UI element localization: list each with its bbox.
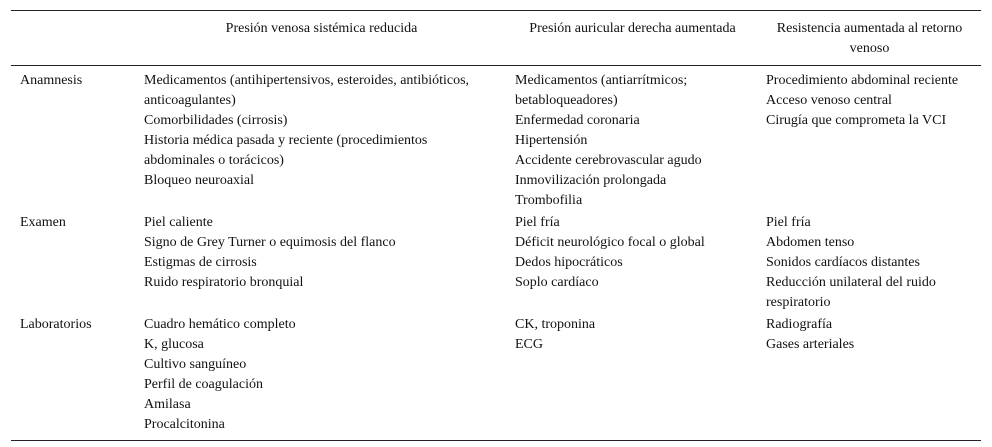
list-item: Cultivo sanguíneo — [144, 357, 247, 372]
list-item: Cuadro hemático completo — [144, 317, 296, 332]
cell-laboratorios-col3 — [758, 315, 981, 441]
row-label-anamnesis: Anamnesis — [20, 73, 83, 88]
table-row-anamnesis — [11, 66, 981, 214]
row-label-laboratorios: Laboratorios — [20, 317, 92, 332]
list-item: Medicamentos (antiarrítmicos; betabloqueadores) — [515, 73, 688, 108]
list-item: Gases arteriales — [766, 337, 855, 352]
header-row — [11, 11, 981, 66]
row-label-examen: Examen — [20, 215, 66, 230]
list-item: Medicamentos (antihipertensivos, esteroides, antibióticos, anticoagulantes) — [144, 73, 470, 108]
list-item: Amilasa — [144, 397, 191, 412]
header-increased-venous-return-resistance: Resistencia aumentada al retorno venoso — [776, 21, 963, 56]
list-item: Piel caliente — [144, 215, 213, 230]
cell-laboratorios-col1 — [136, 315, 507, 441]
list-item: Procalcitonina — [144, 417, 225, 432]
table-row-examen — [11, 213, 981, 315]
list-item: Procedimiento abdominal reciente — [766, 73, 959, 88]
cell-anamnesis-col2 — [507, 66, 758, 214]
list-item: Piel fría — [515, 215, 560, 230]
header-increased-right-atrial-pressure: Presión auricular derecha aumentada — [529, 21, 736, 36]
list-item: Acceso venoso central — [766, 93, 892, 108]
list-item: Estigmas de cirrosis — [144, 255, 257, 270]
header-empty — [11, 11, 136, 66]
cell-examen-col3 — [758, 213, 981, 315]
list-item: K, glucosa — [144, 337, 204, 352]
cell-examen-col1 — [136, 213, 507, 315]
list-item: Dedos hipocráticos — [515, 255, 623, 270]
list-item: Accidente cerebrovascular agudo — [515, 153, 702, 168]
list-item: Radiografía — [766, 317, 833, 332]
list-item: Signo de Grey Turner o equimosis del flanco — [144, 235, 396, 250]
list-item: Comorbilidades (cirrosis) — [144, 113, 288, 128]
list-item: Inmovilización prolongada — [515, 173, 667, 188]
list-item: Enfermedad coronaria — [515, 113, 640, 128]
list-item: CK, troponina — [515, 317, 596, 332]
cell-anamnesis-col3 — [758, 66, 981, 214]
list-item: Reducción unilateral del ruido respiratorio — [766, 275, 936, 310]
cell-examen-col2 — [507, 213, 758, 315]
cell-anamnesis-col1 — [136, 66, 507, 214]
list-item: Piel fría — [766, 215, 811, 230]
table-row-laboratorios — [11, 315, 981, 441]
list-item: Soplo cardíaco — [515, 275, 599, 290]
list-item: Ruido respiratorio bronquial — [144, 275, 304, 290]
list-item: Sonidos cardíacos distantes — [766, 255, 920, 270]
list-item: Historia médica pasada y reciente (procedimientos abdominales o torácicos) — [144, 133, 428, 168]
list-item: Trombofilia — [515, 193, 583, 208]
list-item: Bloqueo neuroaxial — [144, 173, 255, 188]
list-item: Cirugía que comprometa la VCI — [766, 113, 947, 128]
list-item: ECG — [515, 337, 543, 352]
header-reduced-systemic-venous-pressure: Presión venosa sistémica reducida — [225, 21, 418, 36]
list-item: Abdomen tenso — [766, 235, 855, 250]
clinical-table — [11, 10, 981, 441]
cell-laboratorios-col2 — [507, 315, 758, 441]
list-item: Perfil de coagulación — [144, 377, 263, 392]
list-item: Déficit neurológico focal o global — [515, 235, 705, 250]
list-item: Hipertensión — [515, 133, 588, 148]
